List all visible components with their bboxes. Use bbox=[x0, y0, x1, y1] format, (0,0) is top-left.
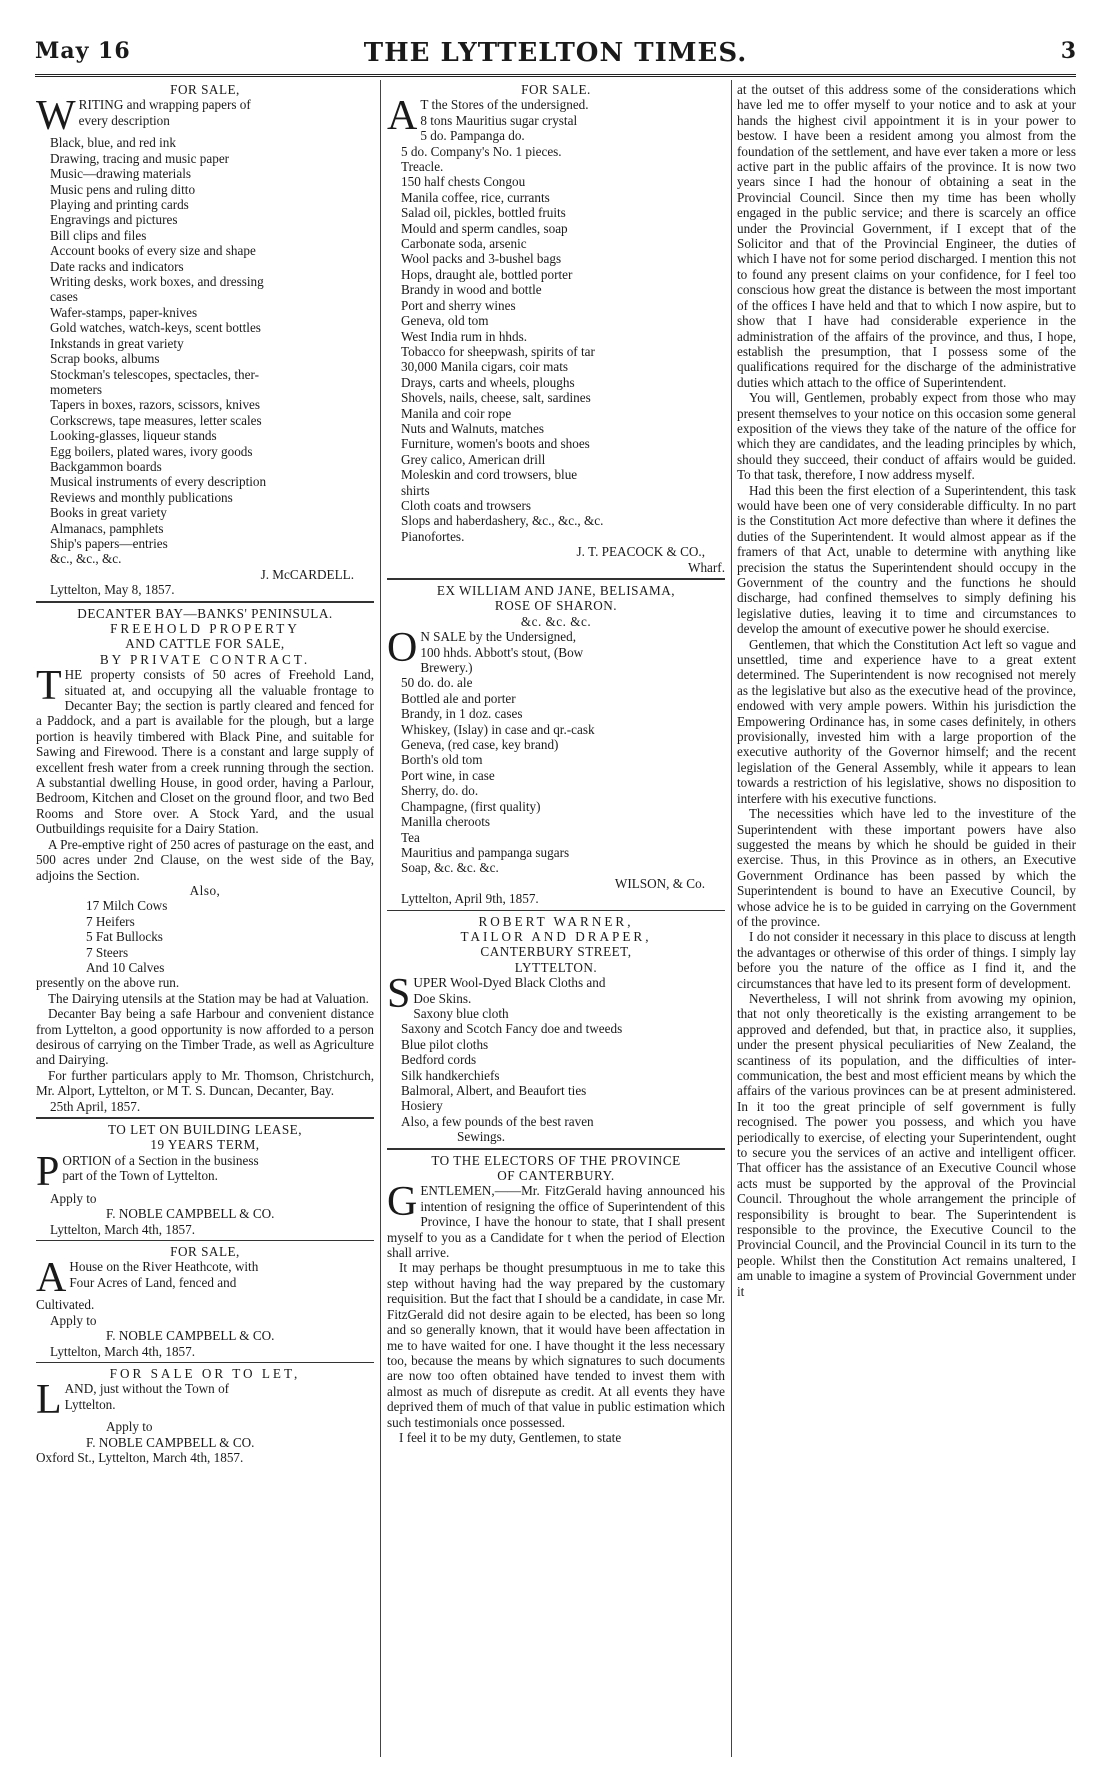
ad-separator bbox=[387, 1148, 725, 1150]
item-list bbox=[387, 645, 725, 876]
list-item: Borth's old tom bbox=[401, 752, 483, 768]
ad-apply: Apply to bbox=[106, 1419, 153, 1435]
ad-heading: BY PRIVATE CONTRACT. bbox=[99, 651, 311, 667]
ad-text: RITING and wrapping papers of bbox=[78, 97, 251, 113]
list-item: Egg boilers, plated wares, ivory goods bbox=[50, 443, 253, 459]
ad-heading: FREEHOLD PROPERTY bbox=[110, 621, 300, 636]
item-list bbox=[36, 135, 374, 566]
ad-text: N SALE by the Undersigned, bbox=[420, 629, 577, 645]
list-item: Corkscrews, tape measures, letter scales bbox=[50, 412, 262, 428]
list-item: Manilla cheroots bbox=[401, 814, 490, 830]
drop-cap: L bbox=[36, 1377, 62, 1424]
ad-separator bbox=[36, 1240, 374, 1241]
list-item: Writing desks, work boxes, and dressing bbox=[50, 274, 264, 290]
list-item: Date racks and indicators bbox=[50, 258, 184, 274]
list-item: Cloth coats and trowsers bbox=[401, 497, 532, 513]
ad-intro bbox=[36, 93, 374, 140]
list-item: Port wine, in case bbox=[401, 767, 495, 783]
column-divider bbox=[731, 80, 732, 1757]
livestock-list bbox=[36, 898, 374, 975]
ad-text: Also, a few pounds of the best raven bbox=[401, 1113, 594, 1129]
ad-peacock-stores bbox=[387, 82, 725, 575]
ad-text: T the Stores of the undersigned. bbox=[420, 97, 589, 113]
list-item: Manila and coir rope bbox=[401, 405, 512, 421]
ad-separator bbox=[36, 1117, 374, 1119]
ad-heathcote-house bbox=[36, 1244, 374, 1359]
ad-paragraph: A Pre-emptive right of 250 acres of pasturage on the east, and 500 acres under 2nd Clause, on the west side of the Bay, adjoins the Section. bbox=[36, 836, 374, 883]
ad-wilson-sale bbox=[387, 583, 725, 907]
list-item: Whiskey, (Islay) in case and qr.-cask bbox=[401, 721, 595, 737]
ad-paragraph: The Dairying utensils at the Station may be had at Valuation. bbox=[48, 990, 369, 1006]
list-item: Drays, carts and wheels, ploughs bbox=[401, 374, 575, 390]
drop-cap: G bbox=[387, 1179, 418, 1226]
ad-separator bbox=[36, 601, 374, 603]
article-paragraph: I do not consider it necessary in this place to discuss at length the advantages or otherwise of this order of things. I simply lay before you the nature of the office as I find it, and the circumstances that have led to its present form of development. bbox=[737, 929, 1076, 991]
ad-also: Also, bbox=[189, 882, 221, 898]
column-1 bbox=[36, 82, 374, 1753]
list-item: Wool packs and 3-bushel bags bbox=[401, 251, 562, 267]
ad-heading: FOR SALE OR TO LET, bbox=[109, 1366, 301, 1382]
ad-text: every description bbox=[78, 112, 170, 128]
ad-text: Four Acres of Land, fenced and bbox=[69, 1274, 237, 1290]
ad-body bbox=[36, 663, 374, 837]
list-item: West India rum in hhds. bbox=[401, 328, 528, 344]
column-2 bbox=[387, 82, 725, 1753]
ad-heading: &c. &c. &c. bbox=[520, 613, 592, 629]
ad-paragraph: For further particulars apply to Mr. Thomson, Christchurch, Mr. Alport, Lyttelton, or M T. S. Duncan, Decanter, Bay. bbox=[36, 1067, 374, 1099]
list-item: shirts bbox=[401, 482, 430, 498]
list-item: 7 Heifers bbox=[86, 913, 135, 929]
ad-paragraph: Decanter Bay being a safe Harbour and convenient distance from Lyttelton, a good opportunity is now afforded to a person desirous of carrying on the Timber Trade, as well as Agriculture and Dairying. bbox=[36, 1006, 374, 1068]
ad-dateline: 25th April, 1857. bbox=[50, 1098, 141, 1114]
list-item: Silk handkerchiefs bbox=[401, 1067, 500, 1083]
list-item: Looking-glasses, liqueur stands bbox=[50, 428, 217, 444]
ad-dateline: Lyttelton, March 4th, 1857. bbox=[50, 1221, 196, 1237]
ad-building-lease bbox=[36, 1122, 374, 1237]
ad-text: House on the River Heathcote, with bbox=[69, 1259, 259, 1275]
list-item: Blue pilot cloths bbox=[401, 1036, 489, 1052]
masthead-rule bbox=[35, 74, 1076, 77]
ad-intro bbox=[36, 1255, 374, 1302]
ad-agent: F. NOBLE CAMPBELL & CO. bbox=[106, 1328, 275, 1344]
article-paragraph: at the outset of this address some of the considerations which have led me to offer myself to your notice and to ask at your hands the highest civil appointment it is in your power to bestow. I have been a resident among you almost from the foundation of the settlement, and have ever taken a more or less active part in the public affairs of the province. It is now two years since I had the honour of obtaining a seat in the Provincial Council. Since then my time has been wholly engaged in the public service; and there is scarcely an office under the Provincial Government, if I except that of the Solicitor and that of the Provincial Engineer, the duties of which I have not for some period discharged. I mention this not to found any present claims on your confidence, for I feel too conscious how great the distance is between the most important of the offices I have held and that to which I now aspire, but to show that I have had considerable experience in the administration of the affairs of the province, and thus, I hope, establish the presumption, that I possess some of the qualifications required for the discharge of the administrative duties which attach to the office of Superintendent. bbox=[737, 82, 1076, 390]
ad-text: Cultivated. bbox=[36, 1297, 95, 1313]
ad-text: Doe Skins. bbox=[413, 990, 472, 1006]
list-item: Black, blue, and red ink bbox=[50, 135, 176, 151]
ad-text: Lyttelton. bbox=[64, 1396, 116, 1412]
ad-heading: LYTTELTON. bbox=[514, 959, 598, 975]
ad-heading: ROBERT WARNER, bbox=[478, 913, 634, 929]
list-item: 100 hhds. Abbott's stout, (Bow bbox=[420, 644, 584, 660]
ad-apply: Apply to bbox=[50, 1312, 97, 1328]
column-3 bbox=[737, 82, 1076, 1753]
list-item: Brewery.) bbox=[420, 660, 473, 676]
masthead bbox=[35, 38, 1076, 72]
list-item: Wafer-stamps, paper-knives bbox=[50, 304, 198, 320]
ad-text: Sewings. bbox=[457, 1129, 505, 1145]
list-item: Manila coffee, rice, currants bbox=[401, 189, 550, 205]
list-item: Champagne, (first quality) bbox=[401, 798, 541, 814]
article-paragraph: Had this been the first election of a Superintendent, this task would have been one of very considerable difficulty. In no part is the Constitution Act more defective than where it defines the duties of the Superintendent. It would almost appear as if the framers of that Act, unable to determine with anything like precision the status the Superintendent should occupy in the Government of the country and the functions he should discharge, had confined themselves to simply defining his legislative duties, leaving it to time and circumstances to develop the amount of executive power he should exercise. bbox=[737, 482, 1076, 637]
ad-heading: CANTERBURY STREET, bbox=[480, 944, 632, 960]
list-item: Pianofortes. bbox=[401, 528, 465, 544]
article-text: ENTLEMEN,——Mr. FitzGerald bbox=[420, 1183, 602, 1199]
list-item: Books in great variety bbox=[50, 505, 167, 521]
list-item: Musical instruments of every description bbox=[50, 474, 267, 490]
drop-cap: W bbox=[36, 93, 76, 140]
list-item: Moleskin and cord trowsers, blue bbox=[401, 467, 578, 483]
ad-text: ORTION of a Section in the business bbox=[62, 1152, 259, 1168]
ad-heading: 19 YEARS TERM, bbox=[150, 1137, 260, 1153]
list-item: Bedford cords bbox=[401, 1052, 477, 1068]
list-item: Mould and sperm candles, soap bbox=[401, 220, 568, 236]
ad-body-text: HE property consists of 50 acres of Freehold Land, situated at, and occupying all the valuable frontage to Decanter Bay; the section is partly cleared and fenced for a Paddock, and a part is available for the plough, but a large portion is heavily timbered with Black Pine, and suitable for Sawing and Firewood. There is a constant and large supply of excellent fresh water from a creek running through the section. A substantial dwelling House, in good order, having a Parlour, Bedroom, Kitchen and Closet on the ground floor, and two Bed Rooms and Store over. A Stock Yard, and the usual Outbuildings requisite for a Dairy Station. bbox=[36, 667, 374, 837]
list-item: Hops, draught ale, bottled porter bbox=[401, 266, 573, 282]
list-item: Scrap books, albums bbox=[50, 351, 160, 367]
ad-signature: J. T. PEACOCK & CO., bbox=[576, 544, 705, 560]
list-item: Geneva, (red case, key brand) bbox=[401, 737, 559, 753]
list-item: Music pens and ruling ditto bbox=[50, 181, 196, 197]
list-item: 30,000 Manila cigars, coir mats bbox=[401, 359, 569, 375]
article-text: having announced his intention of resigning the office of Superintendent of this Province, I have the honour to state, that I shall present myself to you as a Candidate for t when the period of Election shall arrive. bbox=[387, 1183, 725, 1261]
column-divider bbox=[380, 80, 381, 1757]
ad-dateline: Lyttelton, March 4th, 1857. bbox=[50, 1343, 196, 1359]
list-item: And 10 Calves bbox=[86, 959, 165, 975]
ad-dateline: Lyttelton, May 8, 1857. bbox=[50, 582, 175, 598]
list-item: Geneva, old tom bbox=[401, 313, 489, 329]
list-item: Shovels, nails, cheese, salt, sardines bbox=[401, 390, 591, 406]
ad-intro bbox=[36, 1377, 374, 1424]
list-item: 17 Milch Cows bbox=[86, 898, 168, 914]
list-item: Account books of every size and shape bbox=[50, 243, 256, 259]
list-item: Saxony blue cloth bbox=[413, 1005, 509, 1021]
drop-cap: P bbox=[36, 1148, 60, 1195]
list-item: Treacle. bbox=[401, 159, 444, 175]
issue-date: May 16 bbox=[35, 38, 131, 64]
list-item: Bill clips and files bbox=[50, 227, 147, 243]
list-item: Brandy in wood and bottle bbox=[401, 282, 542, 298]
list-item: 5 Fat Bullocks bbox=[86, 929, 163, 945]
article-paragraph: I feel it to be my duty, Gentlemen, to state bbox=[399, 1429, 622, 1445]
ad-signature: J. McCARDELL. bbox=[260, 566, 354, 582]
ad-paragraph: presently on the above run. bbox=[36, 975, 180, 991]
list-item: Engravings and pictures bbox=[50, 212, 178, 228]
ad-agent: F. NOBLE CAMPBELL & CO. bbox=[106, 1206, 275, 1222]
list-item: Salad oil, pickles, bottled fruits bbox=[401, 205, 566, 221]
list-item: Tea bbox=[401, 829, 420, 845]
article-paragraph: The necessities which have led to the investiture of the Superintendent with these important powers have also suggested the means by which he should be guided in their exercise. Thus, in this Province as in others, an Executive Government Ordinance has been passed by which the Superintendent is bound to have an Executive Council, by whose advice he is to be guided in carrying on the Government of the province. bbox=[737, 806, 1076, 929]
article-paragraph: You will, Gentlemen, probably expect from those who may present themselves to your notice on this occasion some general exposition of the views they take of the nature of the office for which they are candidates, and the leading principles by which, should they succeed, their conduct of affairs would be guided. To that task, therefore, I now address myself. bbox=[737, 390, 1076, 483]
ad-separator bbox=[387, 578, 725, 580]
list-item: 7 Steers bbox=[86, 944, 129, 960]
list-item: Nuts and Walnuts, matches bbox=[401, 420, 545, 436]
list-item: Brandy, in 1 doz. cases bbox=[401, 706, 523, 722]
article-body bbox=[387, 1179, 725, 1261]
ad-heading: FOR SALE, bbox=[170, 82, 240, 97]
ad-dateline: Oxford St., Lyttelton, March 4th, 1857. bbox=[36, 1450, 244, 1466]
list-item: Drawing, tracing and music paper bbox=[50, 150, 230, 166]
ad-intro bbox=[36, 1148, 374, 1195]
article-heading: TO THE ELECTORS OF THE PROVINCE bbox=[431, 1152, 681, 1168]
ad-signature: WILSON, & Co. bbox=[614, 875, 705, 891]
article-paragraph: Gentlemen, that which the Constitution Act left so vague and unsettled, time and experience have to a great extent determined. The Superintendent is now recognised not merely as the legislative but also as the executive head of the province, endowed with very ample powers. Within his jurisdiction the Empowering Ordinance has, in some cases definitely, in others provisionally, invested him with a large proportion of the executive authority of the Governor himself; and the recent legislation of the General Assembly, while it appears to lean towards a restriction of his legislative, shows no disposition to interfere with his executive functions. bbox=[737, 636, 1076, 806]
list-item: Bottled ale and porter bbox=[401, 690, 516, 706]
item-list bbox=[387, 1006, 725, 1114]
drop-cap: O bbox=[387, 625, 418, 672]
ad-separator bbox=[36, 1362, 374, 1363]
list-item: Tobacco for sheepwash, spirits of tar bbox=[401, 343, 595, 359]
list-item: Music—drawing materials bbox=[50, 166, 191, 182]
list-item: Stockman's telescopes, spectacles, ther- bbox=[50, 366, 260, 382]
list-item: Ship's papers—entries bbox=[50, 535, 168, 551]
list-item: Soap, &c. &c. &c. bbox=[401, 860, 499, 876]
ad-heading: FOR SALE, bbox=[170, 1244, 240, 1260]
list-item: 150 half chests Congou bbox=[401, 174, 526, 190]
list-item: Almanacs, pamphlets bbox=[50, 520, 164, 536]
ad-robert-warner bbox=[387, 914, 725, 1145]
list-item: Tapers in boxes, razors, scissors, knives bbox=[50, 397, 261, 413]
list-item: mometers bbox=[50, 381, 103, 397]
list-item: 5 do. Company's No. 1 pieces. bbox=[401, 143, 562, 159]
list-item: Reviews and monthly publications bbox=[50, 489, 233, 505]
ad-decanter-bay bbox=[36, 606, 374, 1114]
ad-dateline: Lyttelton, April 9th, 1857. bbox=[401, 891, 539, 907]
drop-cap: A bbox=[387, 93, 418, 140]
drop-cap: A bbox=[36, 1255, 67, 1302]
list-item: Grey calico, American drill bbox=[401, 451, 546, 467]
list-item: 5 do. Pampanga do. bbox=[420, 128, 525, 144]
ad-land-to-let bbox=[36, 1366, 374, 1466]
ad-heading: TO LET ON BUILDING LEASE, bbox=[107, 1122, 303, 1137]
newspaper-title: THE LYTTELTON TIMES. bbox=[363, 38, 748, 68]
list-item: Slops and haberdashery, &c., &c., &c. bbox=[401, 513, 604, 529]
list-item: Balmoral, Albert, and Beaufort ties bbox=[401, 1083, 587, 1098]
list-item: Hosiery bbox=[401, 1098, 443, 1114]
list-item: Saxony and Scotch Fancy doe and tweeds bbox=[401, 1021, 623, 1037]
ad-heading: TAILOR AND DRAPER, bbox=[460, 928, 652, 944]
article-paragraph: It may perhaps be thought presumptuous in me to take this step without having had the way prepared by the customary requisition. But the fact that I should be a candidate, in case Mr. FitzGerald did not desire again to be elected, has been so long and so generally known, that it would have been affectation in me to have waited for one. I have thought it the less necessary too, because the means by which signatures to such documents are now too often obtained have tended to invest them with almost as much of disrepute as credit. At all events they have deprived them of much of that value in public estimation which such testimonials once possessed. bbox=[387, 1260, 725, 1430]
page-number: 3 bbox=[1060, 38, 1076, 64]
ad-text: part of the Town of Lyttelton. bbox=[62, 1168, 218, 1184]
list-item: cases bbox=[50, 289, 78, 305]
list-item: Inkstands in great variety bbox=[50, 335, 184, 351]
ad-text: AND, just without the Town of bbox=[64, 1381, 230, 1397]
list-item: Carbonate soda, arsenic bbox=[401, 236, 527, 252]
ad-text: UPER Wool-Dyed Black Cloths and bbox=[413, 975, 606, 991]
list-item: Port and sherry wines bbox=[401, 297, 516, 313]
ad-apply: Apply to bbox=[50, 1190, 97, 1206]
list-item: 8 tons Mauritius sugar crystal bbox=[420, 112, 578, 128]
list-item: Furniture, women's boots and shoes bbox=[401, 436, 590, 452]
address-to-electors bbox=[387, 1153, 725, 1446]
list-item: &c., &c., &c. bbox=[50, 551, 122, 567]
list-item: Mauritius and pampanga sugars bbox=[401, 844, 570, 860]
list-item: Backgammon boards bbox=[50, 458, 162, 474]
ad-heading: AND CATTLE FOR SALE, bbox=[125, 636, 285, 652]
article-paragraph: Nevertheless, I will not shrink from avowing my opinion, that not only theoretically is the existing arrangement to be approved and defended, but that, in practice also, it supplies, under the present physical peculiarities of New Zealand, the scantiness of its population, and the difficulties of inter-communication, the best and most efficient means by which the affairs of the various provinces can be at present administered. In it too the great principle of self government is fully recognised. The power you possess, and which you have periodically to exercise, of electing your Superintendent, ought to secure you the services of an active and intelligent officer. That officer has the assistance of an Executive Council whose acts must be supported by the approval of the Provincial Council. Throughout the whole arrangement the principle of responsibility is brought to bear. The Superintendent is responsible to the province, the Executive Council to the Provincial Council, and the Provincial Council in its turn to the people. Whilst then the Constitution Act remains unaltered, I am unable to imagine a system of Provincial Government under it bbox=[737, 990, 1076, 1299]
list-item: Sherry, do. do. bbox=[401, 783, 479, 799]
drop-cap: S bbox=[387, 971, 411, 1018]
ad-separator bbox=[387, 910, 725, 911]
ad-heading: FOR SALE. bbox=[521, 82, 591, 97]
ad-heading: EX WILLIAM AND JANE, BELISAMA, bbox=[436, 583, 676, 598]
list-item: Playing and printing cards bbox=[50, 197, 189, 213]
list-item: 50 do. do. ale bbox=[401, 675, 473, 691]
ad-agent: F. NOBLE CAMPBELL & CO. bbox=[86, 1434, 255, 1450]
drop-cap: T bbox=[36, 663, 62, 710]
ad-stationery bbox=[36, 82, 374, 598]
article-heading: OF CANTERBURY. bbox=[497, 1168, 615, 1184]
ad-heading: ROSE OF SHARON. bbox=[494, 598, 618, 614]
list-item: Gold watches, watch-keys, scent bottles bbox=[50, 320, 261, 336]
ad-signature-location: Wharf. bbox=[688, 559, 725, 575]
item-list bbox=[387, 113, 725, 544]
ad-heading: DECANTER BAY—BANKS' PENINSULA. bbox=[77, 605, 333, 621]
